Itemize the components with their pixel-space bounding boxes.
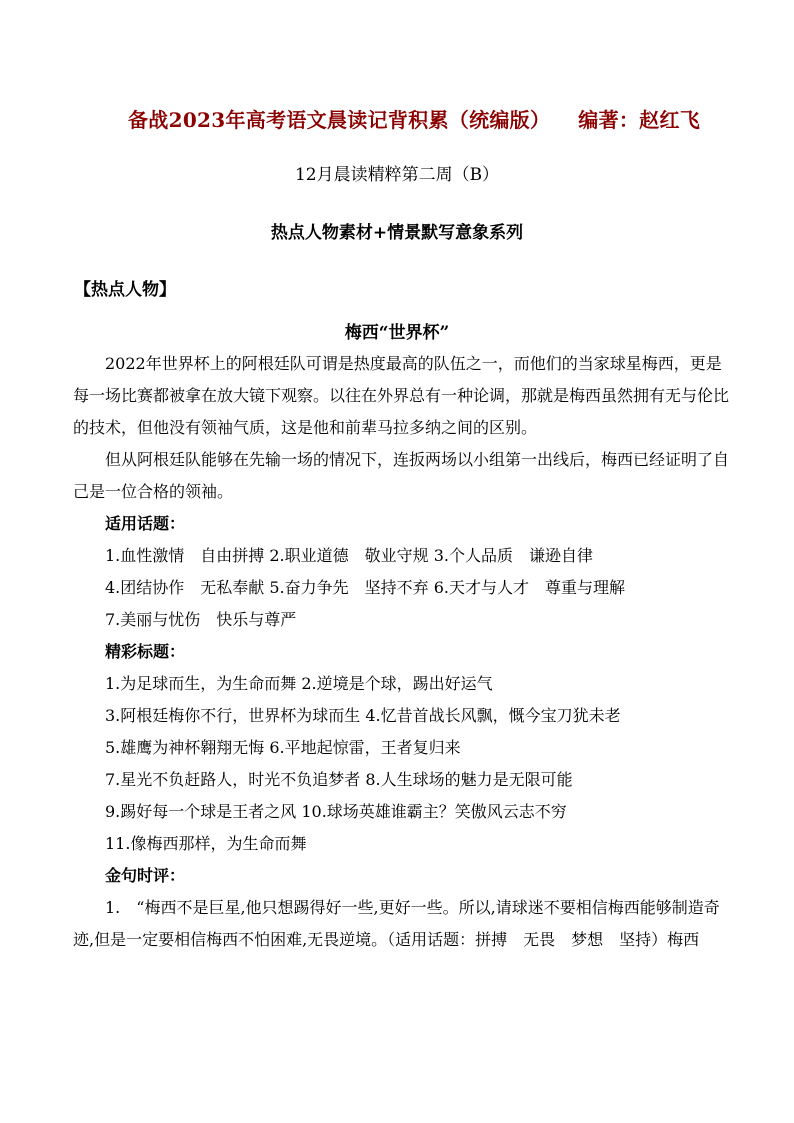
title-line: 7.星光不负赶路人，时光不负追梦者 8.人生球场的魅力是无限可能 <box>105 770 573 789</box>
header-title-text: 备战2023年高考语文晨读记背积累（统编版） <box>128 108 551 132</box>
topics-heading: 适用话题： <box>105 514 186 533</box>
section-heading: 【热点人物】 <box>74 280 176 300</box>
paragraph: 2022年世界杯上的阿根廷队可谓是热度最高的队伍之一，而他们的当家球星梅西，更是每一场比赛都被拿在放大镜下观察。以往在外界总有一种论调，那就是梅西虽然拥有无与伦比的技术，但他没有领袖气质，这是他和前辈马拉多纳之间的区别。 <box>73 354 730 437</box>
article-body <box>73 348 733 956</box>
topic-line: 4.团结协作 无私奉献 5.奋力争先 坚持不弃 6.天才与人才 尊重与理解 <box>105 578 625 597</box>
paragraph: 但从阿根廷队能够在先输一场的情况下，连扳两场以小组第一出线后，梅西已经证明了自己是一位合格的领袖。 <box>73 450 730 501</box>
article-title: 梅西“世界杯” <box>344 323 450 343</box>
title-line: 1.为足球而生，为生命而舞 2.逆境是个球，踢出好运气 <box>105 674 493 693</box>
quote-paragraph: 1. “梅西不是巨星,他只想踢得好一些,更好一些。所以,请球迷不要相信梅西能够制造奇迹,但是一定要相信梅西不怕困难,无畏逆境。（适用话题：拼搏 无畏 梦想 坚持）梅西 <box>73 898 720 949</box>
week-subtitle: 12月晨读精粹第二周（B） <box>294 165 500 185</box>
topic-subtitle: 热点人物素材+情景默写意象系列 <box>270 223 524 243</box>
header-author: 编著：赵红飞 <box>578 108 701 132</box>
topic-line: 7.美丽与忧伤 快乐与尊严 <box>105 610 297 629</box>
quotes-heading: 金句时评： <box>105 866 186 885</box>
title-line: 9.踢好每一个球是王者之风 10.球场英雄谁霸主？笑傲风云志不穷 <box>105 802 567 821</box>
topic-line: 1.血性激情 自由拼搏 2.职业道德 敬业守规 3.个人品质 谦逊自律 <box>105 546 593 565</box>
title-line: 3.阿根廷梅你不行，世界杯为球而生 4.忆昔首战长风飘，慨今宝刀犹未老 <box>105 706 621 725</box>
header-title <box>128 104 700 133</box>
title-line: 11.像梅西那样，为生命而舞 <box>105 834 307 853</box>
title-line: 5.雄鹰为神杯翱翔无悔 6.平地起惊雷，王者复归来 <box>105 738 461 757</box>
titles-heading: 精彩标题： <box>105 642 186 661</box>
